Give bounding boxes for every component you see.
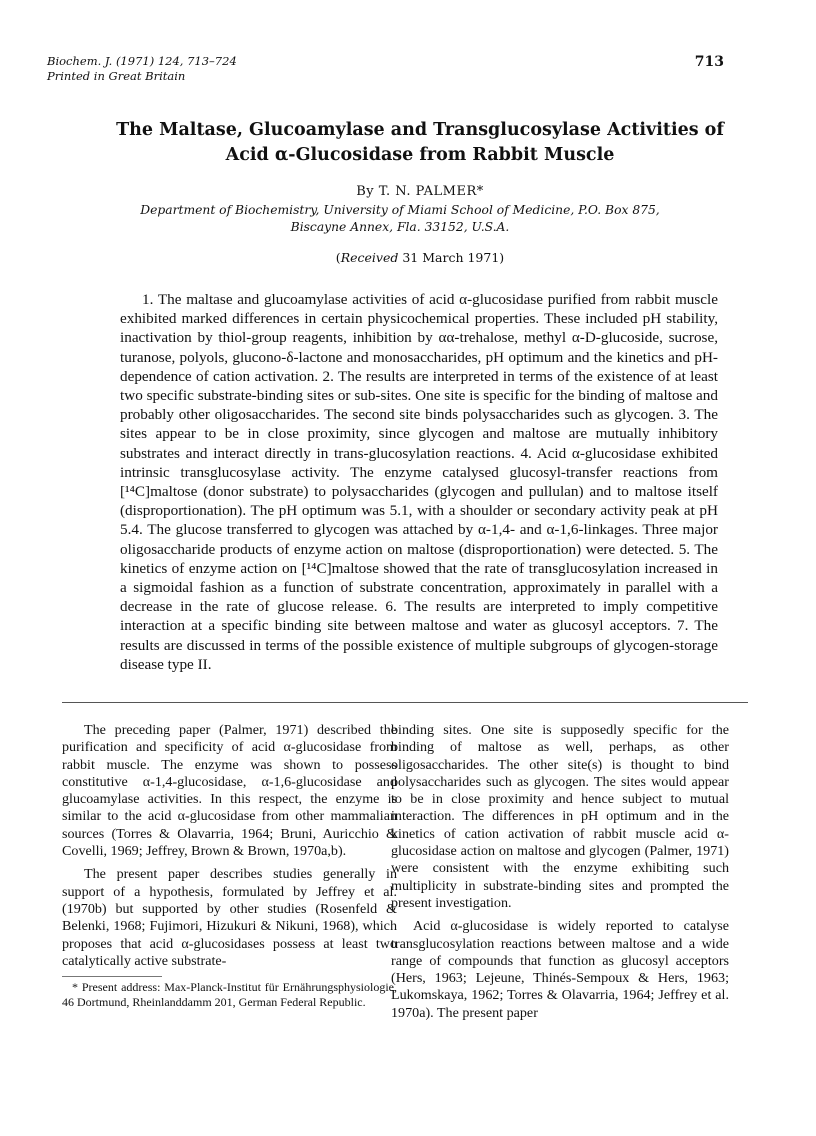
journal-header [47, 54, 237, 84]
page-number: 713 [694, 54, 724, 70]
body-paragraph: The present paper describes studies generally in support of a hypothesis, formulated by Jeffrey et al. (1970b) but supported by other studies (Rosenfeld & Belenki, 1968; Fujimori, Hizukuri & Nikuni, 1968), which proposes that acid α-glucosidases possess at least two catalytically active substrate- [62, 866, 397, 969]
abstract: 1. The maltase and glucoamylase activities of acid α-glucosidase purified from rabbit muscle exhibited marked differences in certain physicochemical properties. These included pH stability, inactivation by thiol-group reagents, inhibition by αα-trehalose, methyl α-D-glucoside, sucrose, turanose, polyols, glucono-δ-lactone and monosaccharides, pH optimum and the kinetics and pH-dependence of cation activation. 2. The results are interpreted in terms of the existence of at least two specific substrate-binding sites or sub-sites. One site is specific for the binding of maltose and probably other oligosaccharides. The second site binds polysaccharides such as glycogen. 3. The sites appear to be in close proximity, since glycogen and maltose are mutually inhibitory substrates and interact directly in trans-glucosylation reactions. 4. Acid α-glucosidase exhibited intrinsic transglucosylase activity. The enzyme catalysed glucosyl-transfer reactions from [¹⁴C]maltose (donor substrate) to polysaccharides (glycogen and pullulan) and to maltose itself (disproportionation). The pH optimum was 5.1, with a shoulder or secondary activity peak at pH 5.4. The glucose transferred to glycogen was attached by α-1,4- and α-1,6-linkages. Three major oligosaccharide products of enzyme action on maltose (disproportionation) were detected. 5. The kinetics of enzyme action on [¹⁴C]maltose showed that the rate of transglucosylation increased in a sigmoidal fashion as a function of substrate concentration, approximately in parallel with a decrease in the rate of glucose release. 6. The results are interpreted to imply competitive interaction at a specific binding site between maltose and water as glucosyl acceptors. 7. The results are discussed in terms of the possible existence of multiple subgroups of glycogen-storage disease type II. [120, 291, 718, 673]
body-paragraph: Acid α-glucosidase is widely reported to catalyse transglucosylation reactions between maltose and a wide range of compounds that function as glucosyl acceptors (Hers, 1963; Lejeune, Thinés-Sempoux & Hers, 1963; Lukomskaya, 1962; Torres & Olavarria, 1964; Jeffrey et al. 1970a). The present paper [391, 918, 729, 1021]
title-line-2: Acid α-Glucosidase from Rabbit Muscle [225, 145, 615, 165]
affiliation-line-2: Biscayne Annex, Fla. 33152, U.S.A. [290, 220, 510, 234]
article-title [60, 118, 780, 168]
printed-in-line: Printed in Great Britain [47, 69, 186, 83]
title-line-1: The Maltase, Glucoamylase and Transglucosylase Activities of [116, 120, 724, 140]
body-paragraph: binding sites. One site is supposedly specific for the binding of maltose as well, perhaps, as other oligosaccharides. The other site(s) is thought to bind polysaccharides such as glycogen. The sites would appear to be in close proximity and hence subject to mutual interaction. The differences in pH optimum and in the kinetics of cation activation of rabbit muscle acid α-glucosidase action on maltose and glycogen (Palmer, 1971) were consistent with the enzyme exhibiting such multiplicity in substrate-binding sites and prompted the present investigation. [391, 722, 729, 911]
affiliation-line-1: Department of Biochemistry, University of Miami School of Medicine, P.O. Box 875, [140, 203, 660, 217]
footnote-divider [62, 976, 162, 977]
body-column-left [62, 722, 397, 1010]
section-divider [62, 702, 748, 703]
received-date-line: (Received 31 March 1971) [335, 250, 505, 265]
author-affiliation [120, 202, 680, 236]
body-column-right [391, 722, 729, 1022]
footnote: * Present address: Max-Planck-Institut für Ernährungsphysiologie, 46 Dortmund, Rheinlanddamm 201, German Federal Republic. [62, 980, 397, 1010]
author-byline: By T. N. PALMER* [356, 184, 484, 199]
received-label: Received [340, 250, 399, 265]
received-date: 31 March 1971 [402, 250, 500, 265]
body-paragraph: The preceding paper (Palmer, 1971) described the purification and specificity of acid α-glucosidase from rabbit muscle. The enzyme was shown to possess constitutive α-1,4-glucosidase, α-1,6-glucosidase and glucoamylase activities. In this respect, the enzyme is similar to the acid α-glucosidase from other mammalian sources (Torres & Olavarria, 1964; Bruni, Auricchio & Covelli, 1969; Jeffrey, Brown & Brown, 1970a,b). [62, 722, 397, 860]
journal-citation: Biochem. J. (1971) 124, 713–724 [47, 54, 237, 68]
